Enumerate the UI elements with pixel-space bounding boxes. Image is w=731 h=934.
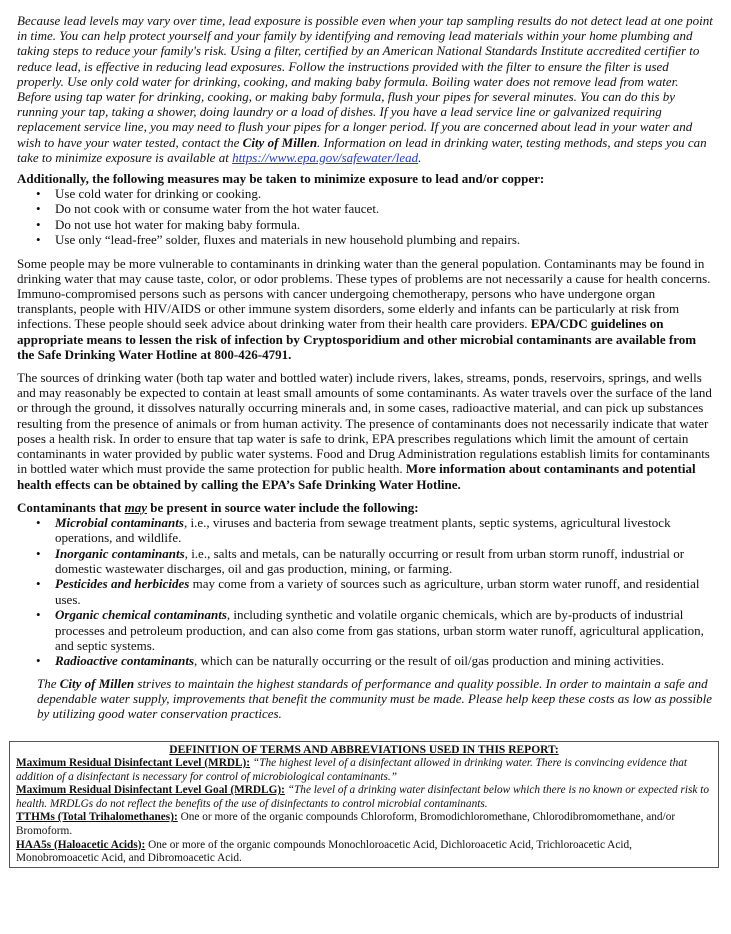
contaminant-desc: , i.e., salts and metals, can be naturally occurring or result from urban storm runoff, industrial or domestic wastewater discharges, oil and gas production, mining, or farming. xyxy=(55,545,685,576)
contaminants-list xyxy=(17,515,714,669)
heading-emphasis: may xyxy=(124,499,148,515)
closing-paragraph xyxy=(17,676,714,722)
definition-term: HAA5s (Haloacetic Acids): xyxy=(16,838,146,851)
vulnerable-paragraph xyxy=(17,256,714,362)
definition-item xyxy=(16,757,712,784)
city-name: City of Millen xyxy=(59,675,135,691)
contaminant-desc: , which can be naturally occurring or the result of oil/gas production and mining activities. xyxy=(194,653,665,669)
lead-intro-paragraph xyxy=(17,13,714,165)
definition-term: TTHMs (Total Trihalomethanes): xyxy=(16,811,178,824)
list-item: • Use cold water for drinking or cooking. xyxy=(17,186,714,201)
sources-text: The sources of drinking water (both tap water and bottled water) include rivers, lakes, streams, ponds, reservoirs, springs, and wells and may reasonably be expected to contain at least small amounts of some contaminants. As water travels over the surface of the land or through the ground, it dissolves naturally occurring minerals and, in some cases, radioactive material, and can pick up substances resulting from the presence of animals or from human activity. The presence of contaminants does not necessarily indicate that water poses a health risk. In order to ensure that tap water is safe to drink, EPA prescribes regulations which limit the amount of certain contaminants in water provided by public water systems. Food and Drug Administration regulations establish limits for contaminants in bottled water which must provide the same protection for public health. xyxy=(17,370,712,477)
list-item: • Use only “lead-free” solder, fluxes and materials in new household plumbing and repairs. xyxy=(17,232,714,247)
measures-list xyxy=(17,186,714,248)
city-name: City of Millen xyxy=(242,134,318,150)
contaminant-desc: may come from a variety of sources such as agriculture, urban storm water runoff, and residential uses. xyxy=(55,576,700,607)
sources-paragraph xyxy=(17,370,714,492)
intro-text: Because lead levels may vary over time, lead exposure is possible even when your tap sampling results do not detect lead at one point in time. You can help protect yourself and your family by identifying and removing lead materials within your home plumbing and taking steps to reduce your family's risk. Using a filter, certified by an American National Standards Institute accredited certifier to reduce lead, is effective in reducing lead exposures. Follow the instructions provided with the filter to ensure the filter is used properly. Use only cold water for drinking, cooking, and making baby formula. Boiling water does not remove lead from water. Before using tap water for drinking, cooking, or making baby formula, flush your pipes for several minutes. You can do this by running your tap, taking a shower, doing laundry or a load of dishes. If you have a lead service line or galvanized requiring replacement service line, you may need to flush your pipes for a longer period. If you are concerned about lead in your water and wish to have your water tested, contact the xyxy=(17,13,713,150)
definition-item xyxy=(16,784,712,811)
definition-item xyxy=(16,839,712,866)
contaminants-heading xyxy=(17,500,714,515)
definition-text: “The level of a drinking water disinfectant below which there is no known or expected risk to health. MRDLGs do not reflect the benefits of the use of disinfectants to control microbial contaminants. xyxy=(16,784,710,810)
definition-item xyxy=(16,811,712,838)
definitions-box xyxy=(9,741,719,868)
contaminant-desc: , including synthetic and volatile organic chemicals, which are by-products of industrial processes and petroleum production, and can also come from gas stations, urban storm water runoff, agricultural application, and septic systems. xyxy=(55,607,704,653)
hotline-notice: EPA/CDC guidelines on appropriate means to lessen the risk of infection by Cryptosporidium and other microbial contaminants are available from the Safe Drinking Water Hotline at 800-426-4791. xyxy=(17,316,697,362)
list-item xyxy=(17,576,714,607)
vulnerable-text: Some people may be more vulnerable to contaminants in drinking water than the general population. Contaminants may be found in drinking water that may cause taste, color, or odor problems. These types of problems are not necessarily a cause for health concerns. Immuno-compromised persons such as persons with cancer undergoing chemotherapy, persons who have undergone organ transplants, people with HIV/AIDS or other immune system disorders, some elderly and infants can be particularly at risk from infections. These people should seek advice about drinking water from their health care providers. xyxy=(17,255,711,332)
intro-text-3: . xyxy=(418,149,422,165)
contaminant-term: Inorganic contaminants xyxy=(55,545,185,561)
definition-text: One or more of the organic compounds Chloroform, Bromodichloromethane, Chlorodibromomethane, and/or Bromoform. xyxy=(16,811,676,837)
list-item xyxy=(17,515,714,546)
contaminant-term: Organic chemical contaminants xyxy=(55,607,227,623)
definition-term: Maximum Residual Disinfectant Level (MRDL): xyxy=(16,757,251,769)
intro-text-2: . Information on lead in drinking water, testing methods, and steps you can take to minimize exposure is available at xyxy=(17,134,707,165)
definitions-title: DEFINITION OF TERMS AND ABBREVIATIONS USED IN THIS REPORT: xyxy=(169,744,559,756)
heading-text: Contaminants that xyxy=(17,499,122,515)
list-item: • Do not cook with or consume water from the hot water faucet. xyxy=(17,201,714,216)
definition-text: “The highest level of a disinfectant allowed in drinking water. There is convincing evidence that addition of a disinfectant is necessary for control of microbiological contaminants.” xyxy=(16,757,688,783)
epa-lead-link[interactable]: https://www.epa.gov/safewater/lead xyxy=(232,149,419,165)
measures-heading: Additionally, the following measures may be taken to minimize exposure to lead and/or copper: xyxy=(17,171,545,187)
list-item xyxy=(17,607,714,653)
contaminant-term: Pesticides and herbicides xyxy=(55,576,190,592)
contaminant-desc: , i.e., viruses and bacteria from sewage treatment plants, septic systems, agricultural livestock operations, and wildlife. xyxy=(55,514,671,546)
more-info-notice: More information about contaminants and potential health effects can be obtained by calling the EPA’s Safe Drinking Water Hotline. xyxy=(17,461,696,492)
closing-text-2: strives to maintain the highest standards of performance and quality possible. In order to maintain a safe and dependable water supply, improvements that benefit the community must be made. Please help keep these costs as low as possible by utilizing good water conservation practices. xyxy=(37,675,713,722)
heading-text-2: be present in source water include the following: xyxy=(150,499,419,515)
contaminant-term: Microbial contaminants xyxy=(55,514,184,530)
definition-text: One or more of the organic compounds Monochloroacetic Acid, Dichloroacetic Acid, Trichloroacetic Acid, Monobromoacetic Acid, and Dibromoacetic Acid. xyxy=(16,838,632,865)
list-item xyxy=(17,546,714,577)
contaminant-term: Radioactive contaminants xyxy=(55,653,195,669)
list-item: • Do not use hot water for making baby formula. xyxy=(17,217,714,232)
closing-text: The xyxy=(37,675,57,691)
definition-term: Maximum Residual Disinfectant Level Goal (MRDLG): xyxy=(16,784,285,797)
list-item xyxy=(17,653,714,668)
document-page xyxy=(17,13,714,721)
